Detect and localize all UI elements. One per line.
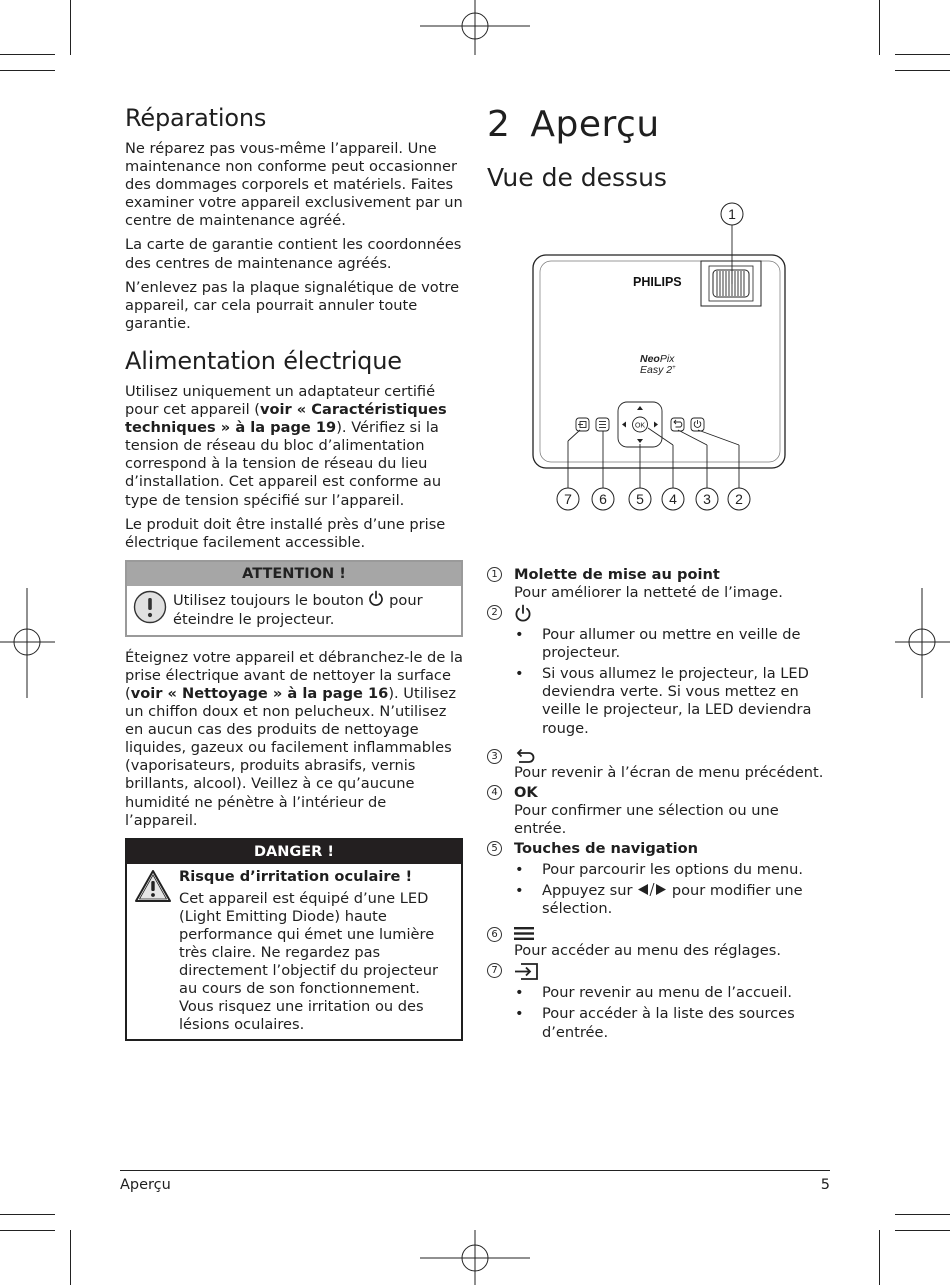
- bullet-item: [514, 665, 832, 737]
- crop-mark: [0, 1230, 55, 1231]
- model-line-2: [640, 364, 676, 376]
- list-item: [487, 604, 832, 623]
- chapter-title: Aperçu: [530, 104, 660, 145]
- input-source-icon: [514, 962, 540, 981]
- menu-icon: [514, 926, 534, 941]
- bullet-text: Pour accéder à la liste des sources d’entrée.: [542, 1005, 795, 1041]
- crop-mark: [879, 1230, 880, 1285]
- bullet: •: [515, 882, 524, 900]
- list-item: [487, 962, 832, 981]
- danger-box: [125, 838, 463, 1041]
- item-number: 7: [487, 963, 502, 978]
- danger-subtitle: Risque d’irritation oculaire !: [179, 867, 413, 885]
- item-description: Pour améliorer la netteté de l’image.: [514, 584, 783, 601]
- item-title: OK: [514, 783, 538, 801]
- page-number: 5: [820, 1177, 830, 1193]
- bullet-text-part: Appuyez sur: [542, 882, 633, 900]
- attention-text-part: Utilisez toujours le bouton: [173, 591, 364, 609]
- crop-mark: [0, 70, 55, 71]
- power-paragraph-1: [125, 383, 463, 510]
- repairs-paragraph-1: Ne réparez pas vous-même l’appareil. Une maintenance non conforme peut occasionner des dommages corporels et matériels. Faites examiner votre appareil exclusivement par un centre de maintenance agréé.: [125, 140, 463, 230]
- exclamation-circle-icon: [133, 590, 173, 629]
- attention-text-part: pour éteindre le projecteur.: [173, 591, 423, 628]
- list-item: [487, 926, 832, 942]
- power-button[interactable]: [691, 418, 704, 431]
- item-number: 3: [487, 749, 502, 764]
- model-name-bold: Neo: [640, 353, 660, 365]
- bullet: •: [515, 1005, 524, 1023]
- crop-mark: [70, 1230, 71, 1285]
- item-number: 2: [487, 605, 502, 620]
- power-text: Utilisez uniquement un adaptateur certifié pour cet appareil (: [125, 382, 436, 419]
- callout-4: 4: [669, 491, 677, 507]
- model-line-2-text: Easy 2: [640, 364, 673, 376]
- callout-5: 5: [636, 491, 644, 507]
- bullet-text: Pour allumer ou mettre en veille de projecteur.: [542, 626, 801, 662]
- crop-mark: [0, 1214, 55, 1215]
- danger-text: Cet appareil est équipé d’une LED (Light Emitting Diode) haute performance qui émet une lumière très claire. Ne regardez pas directement l’objectif du projecteur au cours de son fonctionnement. Vous risquez une irritation ou des lésions oculaires.: [179, 889, 439, 1034]
- registration-mark-bottom: [420, 1230, 530, 1285]
- item-title: Molette de mise au point: [514, 566, 720, 583]
- bullet: •: [515, 860, 524, 878]
- cleaning-paragraph: [125, 649, 463, 830]
- callout-2: 2: [735, 491, 743, 507]
- model-plus: +: [672, 365, 676, 371]
- specs-reference-link[interactable]: voir « Caractéristiques techniques » à la page 19: [125, 401, 447, 437]
- components-list: [487, 566, 832, 1042]
- power-supply-heading: Alimentation électrique: [125, 346, 402, 375]
- repairs-paragraph-2: La carte de garantie contient les coordonnées des centres de maintenance agréés.: [125, 236, 462, 272]
- attention-text: [173, 590, 453, 629]
- bullet-item: [514, 626, 832, 662]
- attention-title: ATTENTION !: [127, 562, 461, 586]
- bullet-item: [514, 984, 832, 1002]
- callout-1: 1: [728, 206, 736, 222]
- left-right-arrows-icon: [637, 883, 667, 896]
- crop-mark: [0, 54, 55, 55]
- footer-section-name: Aperçu: [120, 1177, 171, 1193]
- callout-6: 6: [599, 491, 607, 507]
- crop-mark: [895, 1214, 950, 1215]
- crop-mark: [895, 70, 950, 71]
- bullet-text: Pour revenir au menu de l’accueil.: [542, 984, 793, 1002]
- item-number: 5: [487, 841, 502, 856]
- power-icon: [514, 604, 532, 623]
- power-paragraph-2: Le produit doit être installé près d’une prise électrique facilement accessible.: [125, 515, 446, 551]
- chapter-number: 2: [487, 104, 511, 145]
- crop-mark: [70, 0, 71, 55]
- callout-3: 3: [703, 491, 711, 507]
- list-item: [487, 566, 832, 584]
- bullet-item: [514, 861, 832, 879]
- down-arrow-icon: [637, 439, 643, 443]
- section-heading: Vue de dessus: [487, 163, 667, 192]
- cleaning-text: ). Utilisez un chiffon doux et non pelucheux. N’utilisez en aucun cas des produits de nettoyage liquides, gazeux ou facilement inflammables (vaporisateurs, produits abrasifs, vernis brillants, alcool). Veillez à ce qu’aucune humidité ne pénètre à l’intérieur de l’appareil.: [125, 684, 457, 829]
- brand-logo: PHILIPS: [633, 275, 682, 289]
- ok-button-label: OK: [634, 422, 646, 430]
- left-column: [125, 104, 463, 1041]
- item-description: Pour accéder au menu des réglages.: [514, 942, 781, 960]
- bullet: •: [515, 665, 524, 683]
- list-item: [487, 840, 832, 858]
- chapter-heading: [487, 104, 832, 145]
- list-item: [487, 748, 832, 764]
- item-number: 1: [487, 567, 502, 582]
- item-title: Touches de navigation: [514, 839, 699, 857]
- list-item: [487, 784, 832, 802]
- bullet: •: [515, 626, 524, 644]
- item-number: 4: [487, 785, 502, 800]
- power-text: ). Vérifiez si la tension de réseau du bloc d’alimentation correspond à la tension de réseau du lieu d’installation. Cet appareil est conforme au type de tension spécifié sur l’appareil.: [125, 419, 442, 509]
- item-description: Pour confirmer une sélection ou une entrée.: [514, 801, 779, 837]
- repairs-paragraph-3: N’enlevez pas la plaque signalétique de votre appareil, car cela pourrait annuler toute garantie.: [125, 278, 460, 332]
- crop-mark: [895, 1230, 950, 1231]
- model-name-rest: Pix: [659, 353, 675, 365]
- right-column: [487, 104, 832, 192]
- cleaning-text: Éteignez votre appareil et débranchez-le de la prise électrique avant de nettoyer la surface (: [125, 648, 463, 702]
- bullet-item: [514, 1005, 832, 1041]
- back-icon: [514, 748, 536, 764]
- up-arrow-icon: [637, 406, 643, 410]
- crop-mark: [879, 0, 880, 55]
- bullet-item: [514, 882, 832, 918]
- bullet-text: Pour parcourir les options du menu.: [542, 860, 804, 878]
- power-icon: [368, 590, 384, 607]
- crop-mark: [895, 54, 950, 55]
- projector-top-view-diagram: [487, 198, 832, 518]
- item-number: 6: [487, 927, 502, 942]
- bullet-text: Si vous allumez le projecteur, la LED deviendra verte. Si vous mettez en veille le projecteur, la LED deviendra rouge.: [542, 665, 812, 737]
- left-arrow-icon: [622, 422, 626, 428]
- registration-mark-top: [420, 0, 530, 55]
- right-arrow-icon: [654, 422, 658, 428]
- danger-title: DANGER !: [127, 840, 461, 864]
- repairs-heading: Réparations: [125, 104, 267, 132]
- bullet-text: [542, 882, 832, 918]
- registration-mark-right: [895, 588, 950, 698]
- callout-7: 7: [564, 491, 572, 507]
- item-description: Pour revenir à l’écran de menu précédent.: [514, 763, 824, 781]
- footer-divider: [120, 1170, 830, 1171]
- registration-mark-left: [0, 588, 55, 698]
- bullet: •: [515, 984, 524, 1002]
- attention-box: [125, 560, 463, 637]
- cleaning-reference-link[interactable]: voir « Nettoyage » à la page 16: [130, 684, 389, 702]
- warning-triangle-icon: [133, 868, 179, 1035]
- bullet-text-part: pour modifier une sélection.: [542, 882, 803, 918]
